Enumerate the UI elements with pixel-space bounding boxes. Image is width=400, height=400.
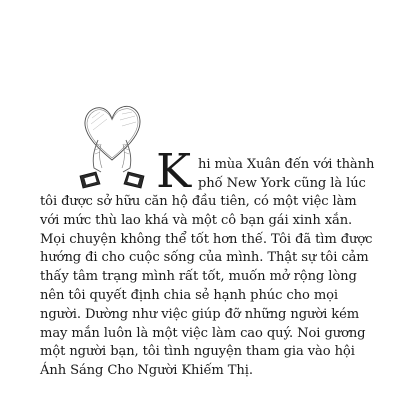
opening-lines bbox=[198, 156, 374, 194]
story-paragraph bbox=[40, 193, 390, 381]
paragraph-line: nên tôi quyết định chia sẻ hạnh phúc cho mọi bbox=[40, 287, 339, 303]
paragraph-line: Ánh Sáng Cho Người Khiếm Thị. bbox=[40, 363, 253, 379]
drop-cap-letter: K bbox=[156, 144, 192, 199]
paragraph-line: một người bạn, tôi tình nguyện tham gia vào hội bbox=[40, 344, 355, 360]
heart-hands-sketch-icon bbox=[74, 100, 150, 192]
paragraph-line: thấy tâm trạng mình rất tốt, muốn mở rộng lòng bbox=[40, 269, 357, 285]
paragraph-line: hướng đi cho cuộc sống của mình. Thật sự tôi cảm bbox=[40, 250, 369, 266]
paragraph-line: tôi được sở hữu căn hộ đầu tiên, có một việc làm bbox=[40, 194, 357, 209]
paragraph-line: với mức thù lao khá và một cô bạn gái xinh xắn. bbox=[40, 212, 353, 228]
opening-line-1: hi mùa Xuân đến với thành bbox=[198, 157, 375, 172]
opening-line-2: phố New York cũng là lúc bbox=[198, 175, 366, 191]
paragraph-line: may mắn luôn là một việc làm cao quý. Noi gương bbox=[40, 325, 366, 341]
paragraph-line: Mọi chuyện không thể tốt hơn thế. Tôi đã tìm được bbox=[40, 231, 373, 247]
paragraph-line: người. Dường như việc giúp đỡ những người kém bbox=[40, 306, 360, 322]
